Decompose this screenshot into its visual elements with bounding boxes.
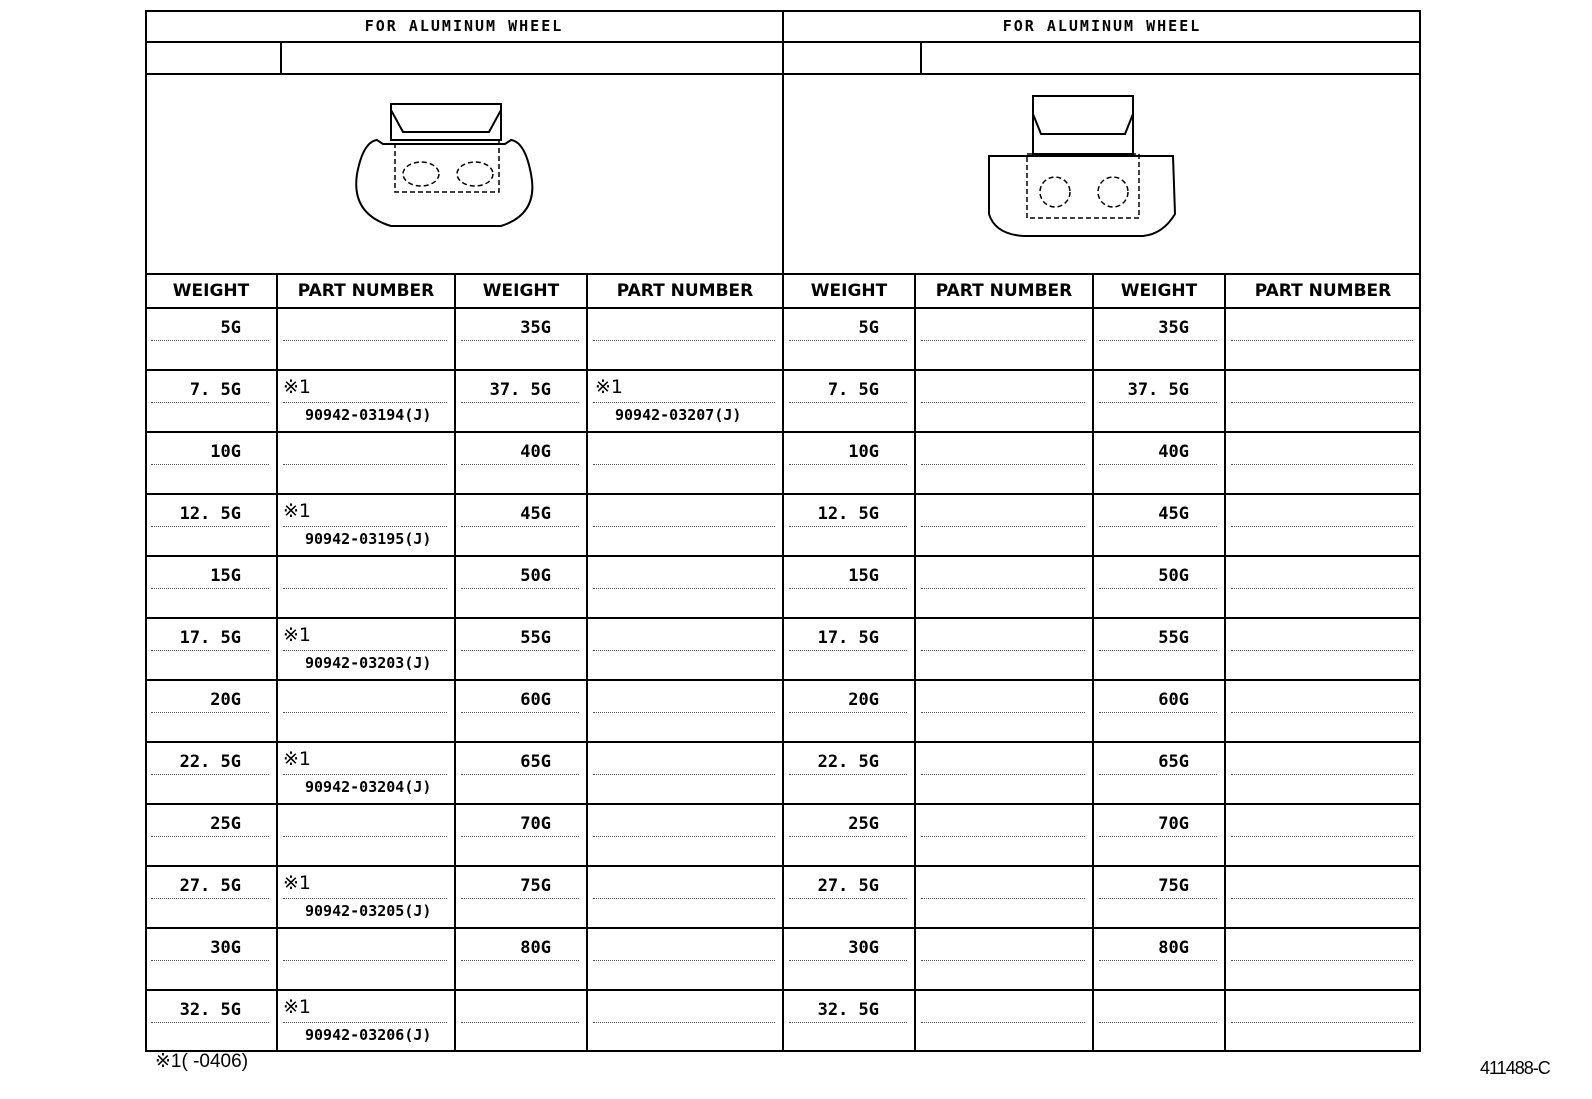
column-header-part-number: PART NUMBER bbox=[297, 281, 435, 301]
panel-header: FOR ALUMINUM WHEEL bbox=[364, 17, 564, 35]
dotted-guide-line bbox=[789, 836, 907, 837]
weight-value: 17. 5G bbox=[179, 628, 241, 648]
weight-value: 17. 5G bbox=[817, 628, 879, 648]
dotted-guide-line bbox=[461, 836, 579, 837]
dotted-guide-line bbox=[1099, 402, 1217, 403]
weight-value: 60G bbox=[520, 690, 551, 710]
weight-value: 32. 5G bbox=[179, 1000, 241, 1020]
dotted-guide-line bbox=[789, 1022, 907, 1023]
dotted-guide-line bbox=[151, 774, 269, 775]
panel-header: FOR ALUMINUM WHEEL bbox=[1002, 17, 1202, 35]
dotted-guide-line bbox=[1231, 402, 1413, 403]
dotted-guide-line bbox=[593, 588, 775, 589]
dotted-guide-line bbox=[151, 464, 269, 465]
dotted-guide-line bbox=[921, 1022, 1085, 1023]
dotted-guide-line bbox=[283, 464, 447, 465]
weight-value: 40G bbox=[1158, 442, 1189, 462]
dotted-guide-line bbox=[461, 712, 579, 713]
weight-value: 55G bbox=[1158, 628, 1189, 648]
dotted-guide-line bbox=[789, 526, 907, 527]
weight-value: 70G bbox=[520, 814, 551, 834]
dotted-guide-line bbox=[789, 898, 907, 899]
dotted-guide-line bbox=[151, 836, 269, 837]
dotted-guide-line bbox=[1099, 836, 1217, 837]
dotted-guide-line bbox=[921, 464, 1085, 465]
dotted-guide-line bbox=[1099, 712, 1217, 713]
weight-value: 22. 5G bbox=[179, 752, 241, 772]
weight-value: 37. 5G bbox=[489, 380, 551, 400]
parts-sheet bbox=[145, 10, 1421, 1052]
weight-value: 25G bbox=[210, 814, 241, 834]
weight-value: 12. 5G bbox=[179, 504, 241, 524]
weight-value: 30G bbox=[848, 938, 879, 958]
dotted-guide-line bbox=[151, 1022, 269, 1023]
part-number: 90942-03205(J) bbox=[305, 902, 432, 920]
dotted-guide-line bbox=[283, 836, 447, 837]
footnote-mark: ※1 bbox=[283, 996, 312, 1018]
dotted-guide-line bbox=[1231, 960, 1413, 961]
dotted-guide-line bbox=[283, 650, 447, 651]
dotted-guide-line bbox=[461, 960, 579, 961]
weight-value: 22. 5G bbox=[817, 752, 879, 772]
footnote-mark: ※1 bbox=[283, 872, 312, 894]
wheel-weight-diagram bbox=[145, 74, 783, 274]
footnote-mark: ※1 bbox=[595, 376, 624, 398]
dotted-guide-line bbox=[921, 588, 1085, 589]
dotted-guide-line bbox=[1099, 1022, 1217, 1023]
dotted-guide-line bbox=[1231, 774, 1413, 775]
weight-value: 55G bbox=[520, 628, 551, 648]
dotted-guide-line bbox=[789, 402, 907, 403]
dotted-guide-line bbox=[151, 340, 269, 341]
weight-value: 25G bbox=[848, 814, 879, 834]
dotted-guide-line bbox=[1099, 340, 1217, 341]
weight-value: 60G bbox=[1158, 690, 1189, 710]
dotted-guide-line bbox=[1231, 1022, 1413, 1023]
dotted-guide-line bbox=[593, 774, 775, 775]
dotted-guide-line bbox=[921, 774, 1085, 775]
dotted-guide-line bbox=[1099, 464, 1217, 465]
part-number: 90942-03195(J) bbox=[305, 530, 432, 548]
dotted-guide-line bbox=[283, 1022, 447, 1023]
dotted-guide-line bbox=[1099, 650, 1217, 651]
dotted-guide-line bbox=[593, 712, 775, 713]
weight-value: 32. 5G bbox=[817, 1000, 879, 1020]
dotted-guide-line bbox=[461, 588, 579, 589]
column-header-weight: WEIGHT bbox=[482, 281, 560, 301]
column-header-part-number: PART NUMBER bbox=[935, 281, 1073, 301]
dotted-guide-line bbox=[283, 898, 447, 899]
weight-value: 45G bbox=[1158, 504, 1189, 524]
footnote-mark: ※1 bbox=[283, 376, 312, 398]
dotted-guide-line bbox=[921, 650, 1085, 651]
dotted-guide-line bbox=[461, 402, 579, 403]
panel-subheader-row bbox=[145, 42, 783, 74]
dotted-guide-line bbox=[283, 588, 447, 589]
weight-value: 12. 5G bbox=[817, 504, 879, 524]
footnote-mark: ※1 bbox=[283, 748, 312, 770]
dotted-guide-line bbox=[593, 340, 775, 341]
weight-value: 65G bbox=[520, 752, 551, 772]
weight-value: 27. 5G bbox=[179, 876, 241, 896]
weight-value: 5G bbox=[858, 318, 879, 338]
dotted-guide-line bbox=[1231, 836, 1413, 837]
weight-value: 37. 5G bbox=[1127, 380, 1189, 400]
column-header-weight: WEIGHT bbox=[810, 281, 888, 301]
dotted-guide-line bbox=[921, 402, 1085, 403]
dotted-guide-line bbox=[789, 774, 907, 775]
dotted-guide-line bbox=[921, 340, 1085, 341]
weight-value: 10G bbox=[210, 442, 241, 462]
dotted-guide-line bbox=[1231, 712, 1413, 713]
dotted-guide-line bbox=[1231, 526, 1413, 527]
dotted-guide-line bbox=[593, 1022, 775, 1023]
weight-value: 50G bbox=[520, 566, 551, 586]
dotted-guide-line bbox=[283, 402, 447, 403]
dotted-guide-line bbox=[461, 650, 579, 651]
dotted-guide-line bbox=[789, 588, 907, 589]
dotted-guide-line bbox=[151, 526, 269, 527]
reference-code: 411488-C bbox=[1480, 1058, 1550, 1078]
weight-value: 27. 5G bbox=[817, 876, 879, 896]
weight-value: 75G bbox=[1158, 876, 1189, 896]
weight-value: 75G bbox=[520, 876, 551, 896]
dotted-guide-line bbox=[461, 340, 579, 341]
wheel-weight-diagram bbox=[783, 74, 1421, 274]
dotted-guide-line bbox=[789, 960, 907, 961]
dotted-guide-line bbox=[461, 464, 579, 465]
dotted-guide-line bbox=[593, 836, 775, 837]
dotted-guide-line bbox=[789, 464, 907, 465]
part-number: 90942-03206(J) bbox=[305, 1026, 432, 1044]
weight-value: 20G bbox=[210, 690, 241, 710]
dotted-guide-line bbox=[593, 650, 775, 651]
part-number: 90942-03194(J) bbox=[305, 406, 432, 424]
footnote-mark: ※1 bbox=[283, 624, 312, 646]
weight-value: 50G bbox=[1158, 566, 1189, 586]
column-header-part-number: PART NUMBER bbox=[1254, 281, 1392, 301]
dotted-guide-line bbox=[461, 526, 579, 527]
dotted-guide-line bbox=[461, 774, 579, 775]
part-number: 90942-03203(J) bbox=[305, 654, 432, 672]
footnote-mark: ※1 bbox=[283, 500, 312, 522]
weight-value: 35G bbox=[1158, 318, 1189, 338]
weight-value: 15G bbox=[848, 566, 879, 586]
dotted-guide-line bbox=[593, 960, 775, 961]
dotted-guide-line bbox=[1231, 898, 1413, 899]
dotted-guide-line bbox=[151, 898, 269, 899]
dotted-guide-line bbox=[593, 898, 775, 899]
dotted-guide-line bbox=[921, 712, 1085, 713]
weight-value: 80G bbox=[1158, 938, 1189, 958]
dotted-guide-line bbox=[151, 650, 269, 651]
dotted-guide-line bbox=[789, 340, 907, 341]
weight-value: 20G bbox=[848, 690, 879, 710]
weight-value: 35G bbox=[520, 318, 551, 338]
weight-value: 7. 5G bbox=[827, 380, 879, 400]
adhesive-weight-icon bbox=[783, 74, 1421, 274]
dotted-guide-line bbox=[1099, 588, 1217, 589]
footnote: ※1( -0406) bbox=[155, 1051, 249, 1072]
dotted-guide-line bbox=[921, 526, 1085, 527]
weight-value: 10G bbox=[848, 442, 879, 462]
weight-value: 15G bbox=[210, 566, 241, 586]
weight-value: 65G bbox=[1158, 752, 1189, 772]
dotted-guide-line bbox=[593, 464, 775, 465]
weight-value: 7. 5G bbox=[189, 380, 241, 400]
dotted-guide-line bbox=[283, 526, 447, 527]
panel-subheader-row bbox=[783, 42, 1421, 74]
dotted-guide-line bbox=[1099, 898, 1217, 899]
dotted-guide-line bbox=[283, 340, 447, 341]
dotted-guide-line bbox=[151, 712, 269, 713]
dotted-guide-line bbox=[151, 960, 269, 961]
dotted-guide-line bbox=[1231, 588, 1413, 589]
dotted-guide-line bbox=[921, 898, 1085, 899]
column-header-weight: WEIGHT bbox=[172, 281, 250, 301]
dotted-guide-line bbox=[461, 898, 579, 899]
weight-value: 5G bbox=[220, 318, 241, 338]
dotted-guide-line bbox=[283, 774, 447, 775]
dotted-guide-line bbox=[593, 526, 775, 527]
column-header-weight: WEIGHT bbox=[1120, 281, 1198, 301]
dotted-guide-line bbox=[283, 712, 447, 713]
dotted-guide-line bbox=[461, 1022, 579, 1023]
column-header-part-number: PART NUMBER bbox=[616, 281, 754, 301]
dotted-guide-line bbox=[1231, 650, 1413, 651]
clip-on-weight-icon bbox=[145, 74, 783, 274]
dotted-guide-line bbox=[1099, 526, 1217, 527]
weight-value: 40G bbox=[520, 442, 551, 462]
weight-value: 30G bbox=[210, 938, 241, 958]
dotted-guide-line bbox=[1231, 464, 1413, 465]
dotted-guide-line bbox=[151, 402, 269, 403]
weight-value: 80G bbox=[520, 938, 551, 958]
part-number: 90942-03204(J) bbox=[305, 778, 432, 796]
weight-value: 45G bbox=[520, 504, 551, 524]
dotted-guide-line bbox=[1099, 960, 1217, 961]
part-number: 90942-03207(J) bbox=[615, 406, 742, 424]
weight-value: 70G bbox=[1158, 814, 1189, 834]
dotted-guide-line bbox=[789, 650, 907, 651]
dotted-guide-line bbox=[151, 588, 269, 589]
dotted-guide-line bbox=[921, 836, 1085, 837]
dotted-guide-line bbox=[283, 960, 447, 961]
dotted-guide-line bbox=[1099, 774, 1217, 775]
dotted-guide-line bbox=[1231, 340, 1413, 341]
dotted-guide-line bbox=[789, 712, 907, 713]
dotted-guide-line bbox=[593, 402, 775, 403]
dotted-guide-line bbox=[921, 960, 1085, 961]
